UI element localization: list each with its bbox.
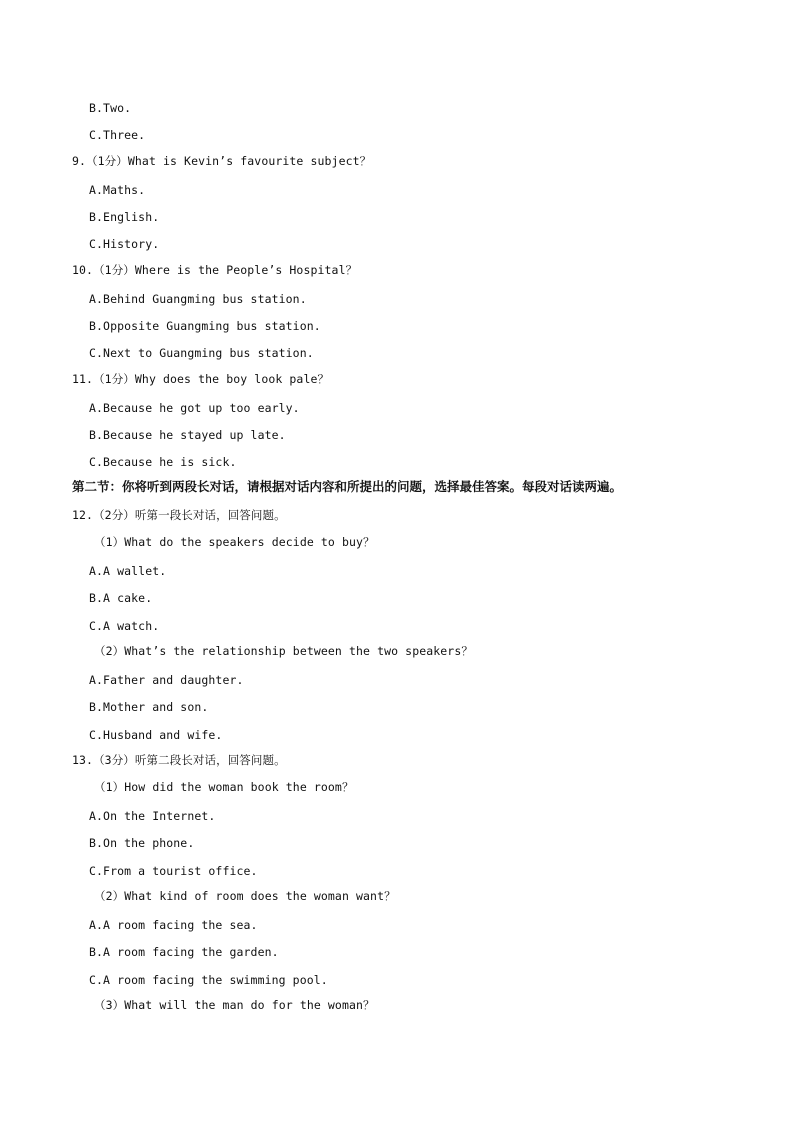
q13-2-option-c: C.A room facing the swimming pool. bbox=[89, 973, 328, 987]
q13-sub-1: （1）How did the woman book the room？ bbox=[94, 780, 354, 794]
q11-option-a: A.Because he got up too early. bbox=[89, 401, 300, 415]
q9-option-a: A.Maths. bbox=[89, 183, 146, 197]
q13-1-option-b: B.On the phone. bbox=[89, 836, 195, 850]
q13-1-option-c: C.From a tourist office. bbox=[89, 864, 258, 878]
q12-2-option-a: A.Father and daughter. bbox=[89, 673, 244, 687]
question-10: 10.（1分）Where is the People’s Hospital？ bbox=[72, 263, 358, 277]
q13-sub-2: （2）What kind of room does the woman want？ bbox=[94, 889, 396, 903]
question-9: 9.（1分）What is Kevin’s favourite subject？ bbox=[72, 154, 372, 168]
q12-sub-2: （2）What’s the relationship between the two speakers？ bbox=[94, 644, 473, 658]
q11-option-b: B.Because he stayed up late. bbox=[89, 428, 286, 442]
q13-2-option-a: A.A room facing the sea. bbox=[89, 918, 258, 932]
q10-option-c: C.Next to Guangming bus station. bbox=[89, 346, 314, 360]
q12-1-option-a: A.A wallet. bbox=[89, 564, 167, 578]
q8-option-b: B.Two. bbox=[89, 101, 132, 115]
q12-sub-1: （1）What do the speakers decide to buy？ bbox=[94, 535, 375, 549]
q9-option-b: B.English. bbox=[89, 210, 160, 224]
q12-1-option-c: C.A watch. bbox=[89, 619, 160, 633]
q13-2-option-b: B.A room facing the garden. bbox=[89, 945, 279, 959]
q13-sub-3: （3）What will the man do for the woman？ bbox=[94, 998, 375, 1012]
section-2-heading: 第二节：你将听到两段长对话，请根据对话内容和所提出的问题，选择最佳答案。每段对话读两遍。 bbox=[72, 479, 623, 494]
q12-2-option-b: B.Mother and son. bbox=[89, 700, 209, 714]
question-13: 13.（3分）听第二段长对话，回答问题。 bbox=[72, 753, 286, 767]
q9-option-c: C.History. bbox=[89, 237, 160, 251]
q8-option-c: C.Three. bbox=[89, 128, 146, 142]
q10-option-b: B.Opposite Guangming bus station. bbox=[89, 319, 321, 333]
q11-option-c: C.Because he is sick. bbox=[89, 455, 237, 469]
q10-option-a: A.Behind Guangming bus station. bbox=[89, 292, 307, 306]
q12-1-option-b: B.A cake. bbox=[89, 591, 153, 605]
question-11: 11.（1分）Why does the boy look pale？ bbox=[72, 372, 330, 386]
q13-1-option-a: A.On the Internet. bbox=[89, 809, 216, 823]
q12-2-option-c: C.Husband and wife. bbox=[89, 728, 223, 742]
question-12: 12.（2分）听第一段长对话，回答问题。 bbox=[72, 508, 286, 522]
